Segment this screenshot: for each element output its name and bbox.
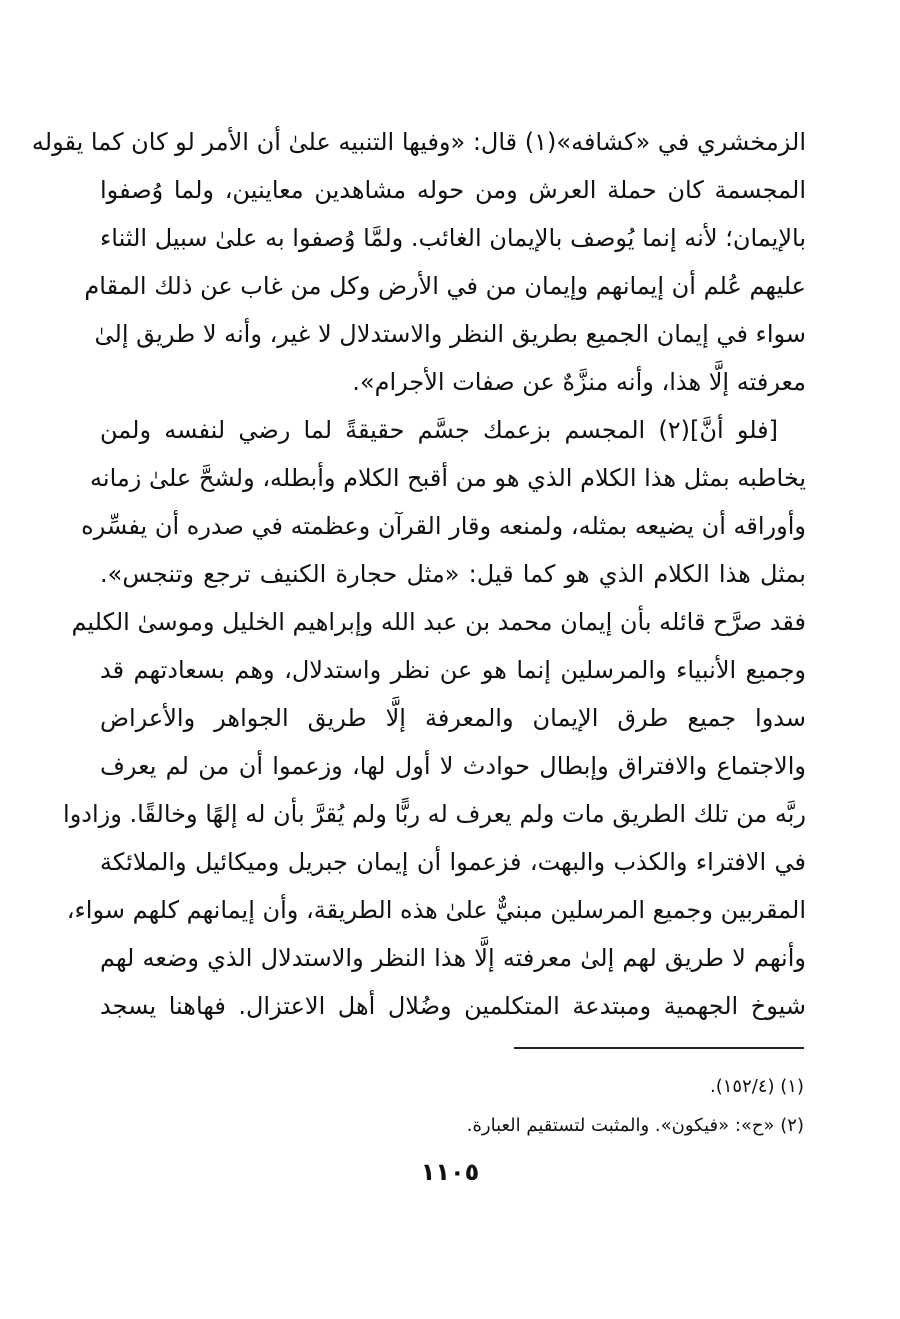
- text-line: وأوراقه أن يضيعه بمثله، ولمنعه وقار القرآن وعظمته في صدره أن يفسِّره: [81, 512, 806, 540]
- text-line: فقد صرَّح قائله بأن إيمان محمد بن عبد الله وإبراهيم الخليل وموسىٰ الكليم: [71, 608, 806, 636]
- text-line: شيوخ الجهمية ومبتدعة المتكلمين وضُلال أهل الاعتزال. فهاهنا يسجد: [100, 992, 806, 1020]
- text-line: في الافتراء والكذب والبهت، فزعموا أن إيمان جبريل وميكائيل والملائكة: [100, 848, 806, 876]
- text-line: سواء في إيمان الجميع بطريق النظر والاستدلال لا غير، وأنه لا طريق إلىٰ: [94, 320, 806, 348]
- text-line: معرفته إلَّا هذا، وأنه منزَّهٌ عن صفات الأجرام».: [352, 368, 806, 396]
- text-line: عليهم عُلم أن إيمانهم وإيمان من في الأرض وكل من غاب عن ذلك المقام: [84, 272, 806, 300]
- text-line: وجميع الأنبياء والمرسلين إنما هو عن نظر واستدلال، وهم بسعادتهم قد: [100, 656, 806, 684]
- text-line: بمثل هذا الكلام الذي هو كما قيل: «مثل حجارة الكنيف ترجع وتنجس».: [100, 560, 806, 588]
- footnote-divider: [514, 1047, 804, 1049]
- body-text: [31, 118, 806, 1030]
- footnote-2: (٢) «ح»: «فيكون». والمثبت لتستقيم العبارة.: [466, 1115, 804, 1136]
- text-line: [فلو أنَّ](٢) المجسم بزعمك جسَّم حقيقةً لما رضي لنفسه ولمن: [100, 416, 779, 444]
- footnotes: [100, 1072, 804, 1150]
- text-line: ربَّه من تلك الطريق مات ولم يعرف له ربًّا ولم يُقرَّ بأن له إلهًا وخالقًا. وزادوا: [63, 800, 806, 828]
- footnote-1: (١) (١٥٢/٤).: [710, 1076, 804, 1097]
- text-line: بالإيمان؛ لأنه إنما يُوصف بالإيمان الغائب. ولمَّا وُصفوا به علىٰ سبيل الثناء: [100, 224, 806, 252]
- text-line: المقربين وجميع المرسلين مبنيٌّ علىٰ هذه الطريقة، وأن إيمانهم كلهم سواء،: [66, 896, 806, 924]
- paragraph-1: [31, 118, 806, 406]
- text-line: والاجتماع والافتراق وإبطال حوادث لا أول لها، وزعموا أن من لم يعرف: [100, 752, 806, 780]
- text-line: المجسمة كان حملة العرش ومن حوله مشاهدين معاينين، ولما وُصفوا: [100, 176, 806, 204]
- paragraph-2: [63, 406, 806, 1030]
- text-line: الزمخشري في «كشافه»(١) قال: «وفيها التنبيه علىٰ أن الأمر لو كان كما يقوله: [31, 128, 806, 156]
- text-line: يخاطبه بمثل هذا الكلام الذي هو من أقبح الكلام وأبطله، ولشحَّ علىٰ زمانه: [90, 464, 806, 492]
- page-number: ١١٠٥: [420, 1158, 480, 1186]
- text-line: سدوا جميع طرق الإيمان والمعرفة إلَّا طريق الجواهر والأعراض: [100, 704, 806, 732]
- text-line: وأنهم لا طريق لهم إلىٰ معرفته إلَّا هذا النظر والاستدلال الذي وضعه لهم: [100, 944, 806, 972]
